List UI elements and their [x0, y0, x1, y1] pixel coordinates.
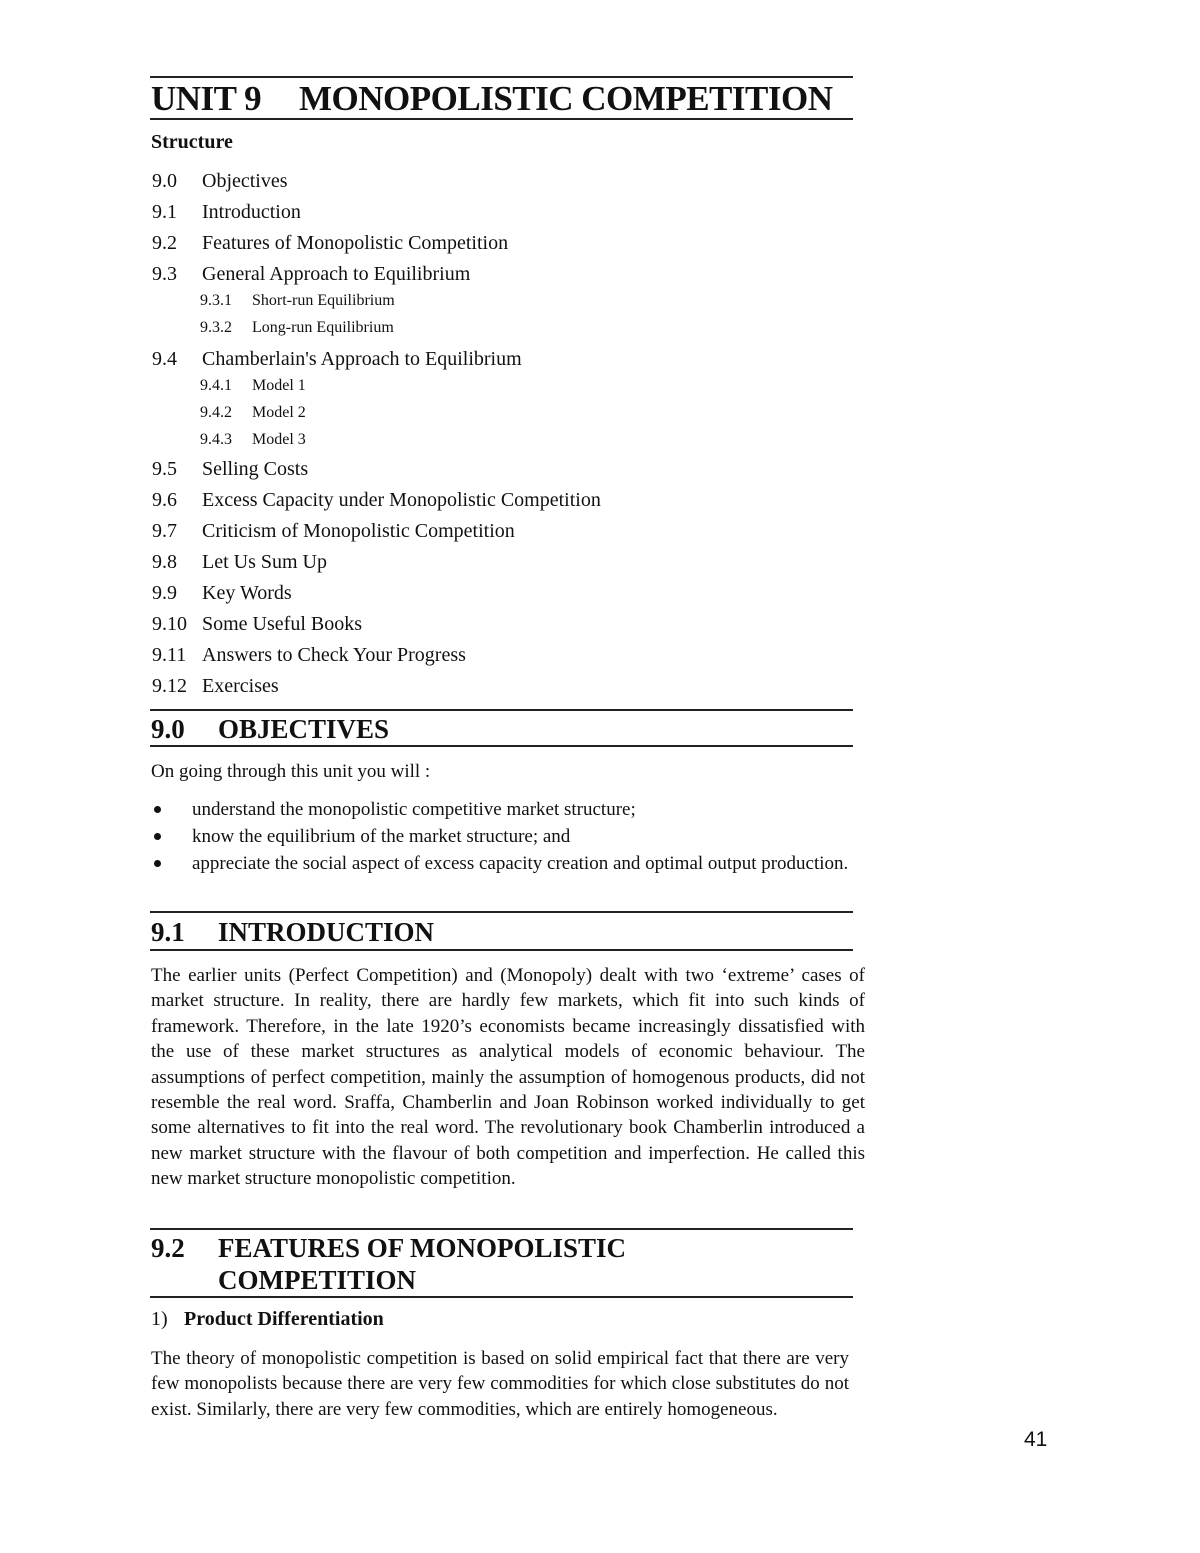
list-item: know the equilibrium of the market structure; and	[151, 824, 851, 850]
toc-subitem: 9.4.3 Model 3	[200, 431, 306, 448]
list-item: understand the monopolistic competitive market structure;	[151, 797, 851, 823]
toc-item: 9.10 Some Useful Books	[152, 613, 362, 635]
features-paragraph: The theory of monopolistic competition is based on solid empirical fact that there are very few monopolists because there are very few commodities for which close substitutes do not exist. Similarly, there are very few commodities, which are entirely homogeneous.	[151, 1348, 849, 1420]
toc-subitem: 9.3.1 Short-run Equilibrium	[200, 292, 395, 309]
section-rule	[150, 911, 853, 913]
toc-item: 9.1 Introduction	[152, 201, 301, 223]
toc-item: 9.2 Features of Monopolistic Competition	[152, 232, 509, 254]
objectives-list	[151, 797, 851, 878]
section-rule	[150, 1296, 853, 1298]
toc-item: 9.11 Answers to Check Your Progress	[152, 644, 466, 666]
title-bottom-rule	[150, 118, 853, 120]
section-rule	[150, 949, 853, 951]
structure-heading: Structure	[151, 131, 233, 153]
section-rule	[150, 1228, 853, 1230]
section-heading-introduction: 9.1 INTRODUCTION	[151, 917, 435, 947]
unit-title-text: MONOPOLISTIC COMPETITION	[299, 79, 833, 118]
section-rule	[150, 745, 853, 747]
unit-number: UNIT 9	[151, 79, 262, 118]
section-heading-features: 9.2 FEATURES OF MONOPOLISTIC COMPETITION	[151, 1233, 627, 1295]
toc-item: 9.4 Chamberlain's Approach to Equilibrium	[152, 348, 522, 370]
introduction-paragraph: The earlier units (Perfect Competition) and (Monopoly) dealt with two ‘extreme’ cases of market structure. In reality, there are hardly few markets, which fit into such kinds of framework. Therefore, in the late 1920’s economists became increasingly dissatisfied with the use of these market structures as analytical models of economic behaviour. The assumptions of perfect competition, mainly the assumption of homogenous products, did not resemble the real word. Sraffa, Chamberlin and Joan Robinson worked individually to get some alternatives to fit into the real word. The revolutionary book Chamberlin introduced a new market structure with the flavour of both competition and imperfection. He called this new market structure monopolistic competition.	[151, 965, 865, 1190]
subheading-product-differentiation: 1) Product Differentiation	[151, 1308, 384, 1330]
toc-item: 9.12 Exercises	[152, 675, 279, 697]
unit-title	[151, 78, 851, 120]
toc-subitem: 9.3.2 Long-run Equilibrium	[200, 319, 394, 336]
list-item: appreciate the social aspect of excess capacity creation and optimal output production.	[151, 851, 851, 877]
bullet-icon	[154, 806, 161, 813]
toc-item: 9.6 Excess Capacity under Monopolistic Competition	[152, 489, 601, 511]
toc-item: 9.7 Criticism of Monopolistic Competition	[152, 520, 515, 542]
toc-subitem: 9.4.1 Model 1	[200, 377, 306, 394]
toc-item: 9.5 Selling Costs	[152, 458, 309, 480]
bullet-icon	[154, 860, 161, 867]
toc-item: 9.9 Key Words	[152, 582, 292, 604]
section-rule	[150, 709, 853, 711]
section-heading-objectives: 9.0 OBJECTIVES	[151, 714, 390, 744]
toc-item: 9.3 General Approach to Equilibrium	[152, 263, 471, 285]
bullet-icon	[154, 833, 161, 840]
toc-item: 9.8 Let Us Sum Up	[152, 551, 327, 573]
toc-item: 9.0 Objectives	[152, 170, 288, 192]
objectives-intro: On going through this unit you will :	[151, 761, 431, 782]
page-number: 41	[1024, 1428, 1048, 1451]
toc-subitem: 9.4.2 Model 2	[200, 404, 306, 421]
